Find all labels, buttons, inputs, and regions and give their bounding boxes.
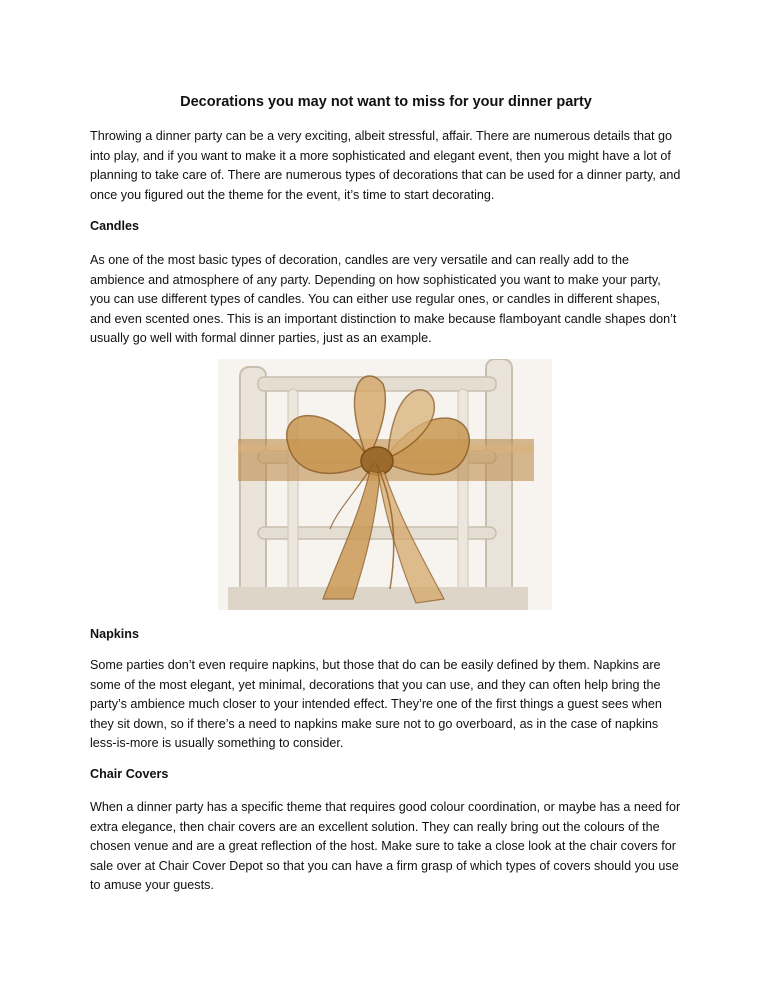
section-heading-chair-covers: Chair Covers: [90, 767, 169, 781]
section-body-candles: As one of the most basic types of decoration, candles are very versatile and can really add to the ambience and atmosphere of any party. Depending on how sophisticated you want to make your party, you can use different types of candles. You can either use regular ones, or candles in different shapes, and even scented ones. This is an important distinction to make because flamboyant candle shapes don’t usually go well with formal dinner parties, just as an example.: [90, 253, 677, 346]
document-title: Decorations you may not want to miss for your dinner party: [180, 94, 592, 110]
section-body-napkins: Some parties don’t even require napkins, but those that do can be easily defined by them. Napkins are some of the most elegant, yet minimal, decorations that you can use, and they can often help bring the party’s ambience much closer to your intended effect. They’re one of the first things a guest sees when they sit down, so if there’s a need to napkins make sure not to go overboard, as in the case of napkins less-is-more is usually something to consider.: [90, 658, 662, 751]
intro-paragraph: Throwing a dinner party can be a very exciting, albeit stressful, affair. There are numerous details that go into play, and if you want to make it a more sophisticated and elegant event, then you might have a lot of planning to take care of. There are numerous types of decorations that can be used for a dinner party, and once you figured out the theme for the event, it’s time to start decorating.: [90, 129, 681, 202]
chair-sash-photo: [218, 359, 552, 610]
section-heading-napkins: Napkins: [90, 627, 139, 641]
section-heading-candles: Candles: [90, 219, 139, 233]
section-body-chair-covers: When a dinner party has a specific theme that requires good colour coordination, or maybe has a need for extra elegance, then chair covers are an excellent solution. They can really bring out the colours of the chosen venue and are a great reflection of the host. Make sure to take a close look at the chair covers for sale over at Chair Cover Depot so that you can have a firm grasp of which types of covers should you use to amuse your guests.: [90, 800, 681, 893]
